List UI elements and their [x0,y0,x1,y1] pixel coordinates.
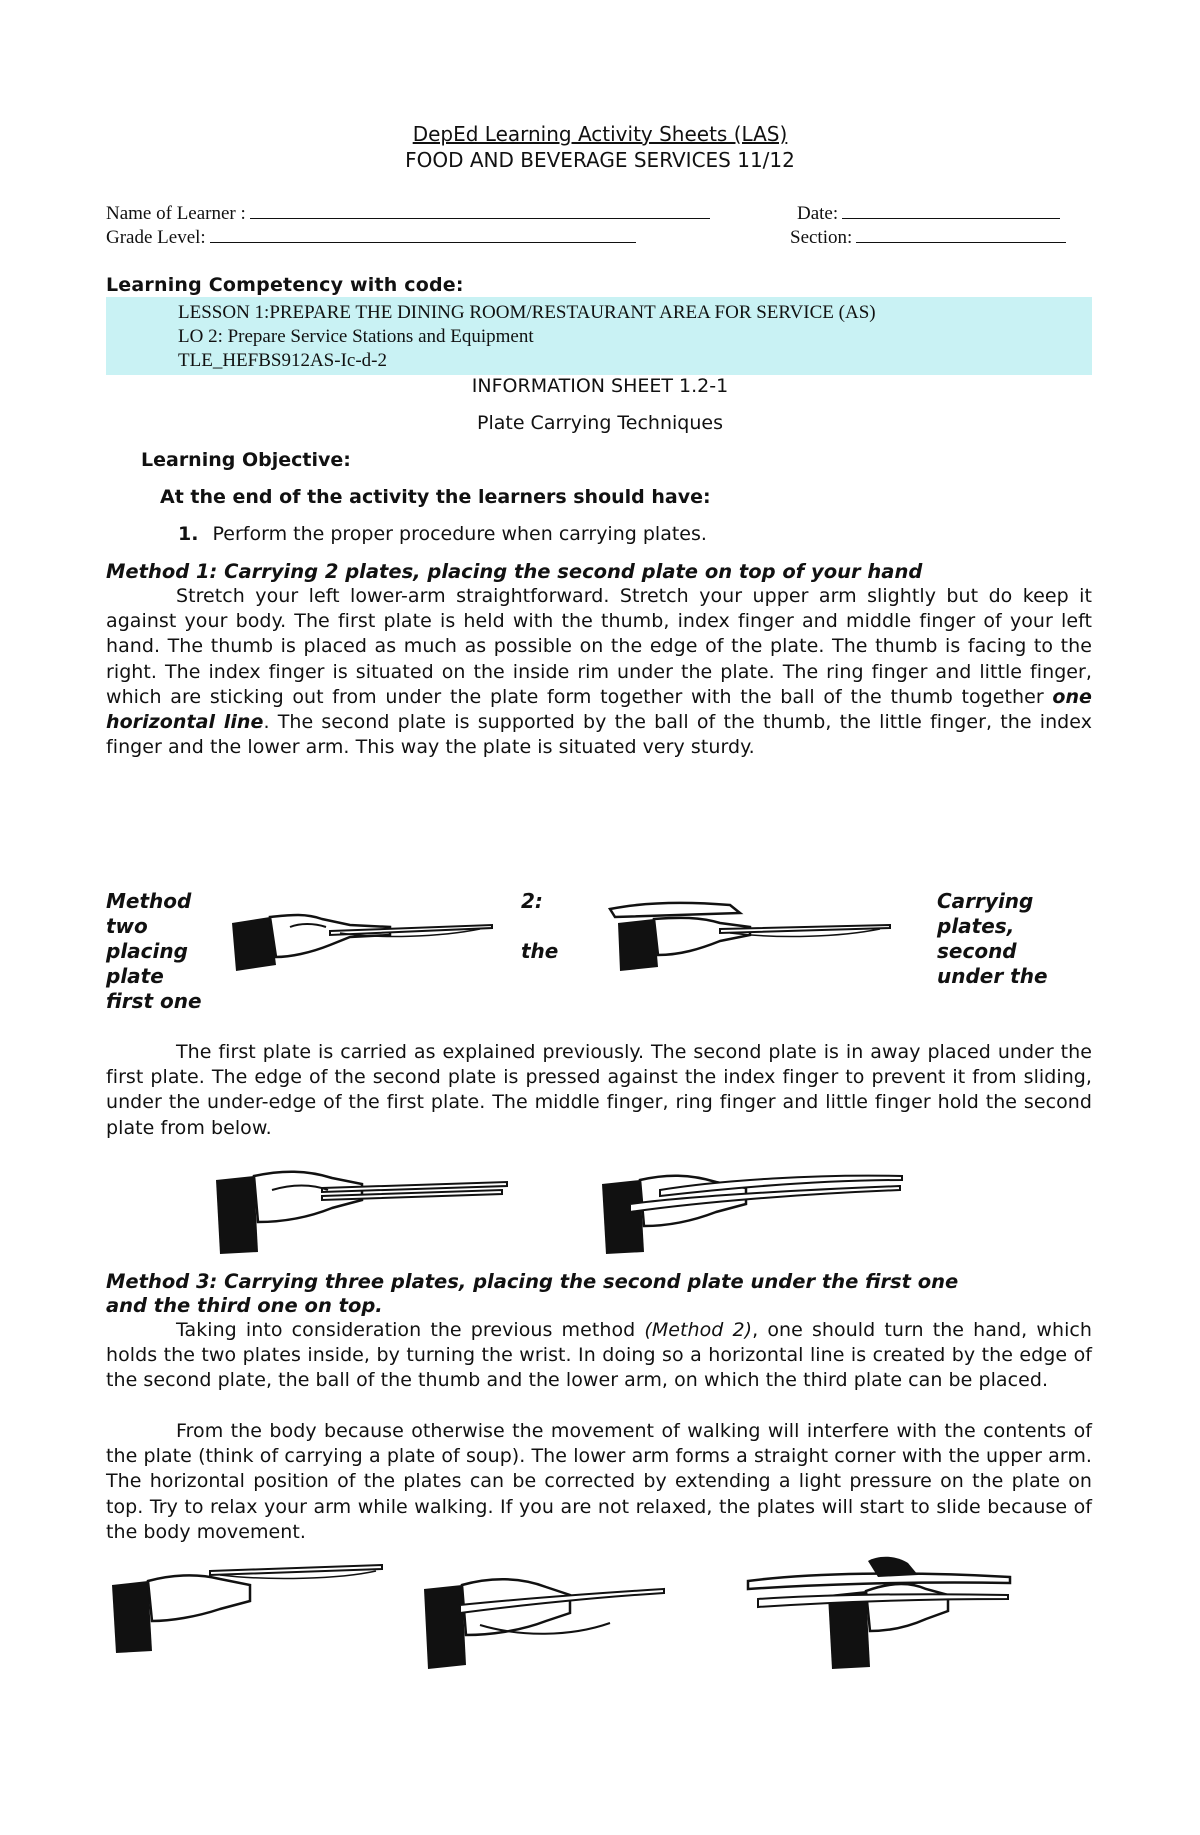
competency-lo: LO 2: Prepare Service Stations and Equipment [178,326,534,347]
method2-label-col1: Method two placing plate first one [106,889,202,1013]
learner-name-field [106,202,710,225]
method2-label-col3: Carrying plates, second under the [937,889,1048,988]
topic-title: Plate Carrying Techniques [477,412,723,434]
section-label: Section: [790,227,853,248]
hand-two-plates-under-illustration-b [600,1160,910,1256]
objective-item-number: 1. [178,523,199,545]
method2-label-col2: 2: the [521,889,559,963]
hand-three-plates-illustration [748,1555,1018,1675]
section-line[interactable] [856,226,1066,243]
method3-emphasis: (Method 2) [644,1319,753,1341]
method1-heading: Method 1: Carrying 2 plates, placing the second plate on top of your hand [106,560,923,583]
objective-item-text: Perform the proper procedure when carrying plates. [212,523,707,545]
learner-name-label: Name of Learner : [106,203,246,224]
information-sheet-title: INFORMATION SHEET 1.2-1 [471,375,729,397]
date-line[interactable] [842,202,1060,219]
document-title: DepEd Learning Activity Sheets (LAS) [412,122,788,146]
hand-turned-plates-illustration [420,1565,670,1675]
section-field [790,226,1066,249]
hand-one-plate-illustration [230,905,500,975]
method1-paragraph: Stretch your left lower-arm straightforward. Stretch your upper arm slightly but do keep it against your body. The first plate is held with the thumb, index finger and middle finger of your left hand. The thumb is placed as much as possible on the edge of the plate. The thumb is facing to the right. The index finger is situated on the inside rim under the plate. The ring finger and little finger, which are sticking out from under the plate form together with the ball of the thumb together one horizontal line. The second plate is supported by the ball of the thumb, the little finger, the index finger and the lower arm. This way the plate is situated very sturdy. [106,585,1092,759]
method3-paragraph-1: Taking into consideration the previous method (Method 2), one should turn the hand, which holds the two plates inside, by turning the wrist. In doing so a horizontal line is created by the edge of the second plate, the ball of the thumb and the lower arm, on which the third plate can be placed. [106,1319,1092,1392]
date-field [797,202,1060,225]
competency-lesson: LESSON 1:PREPARE THE DINING ROOM/RESTAURANT AREA FOR SERVICE (AS) [178,302,876,323]
objective-label: Learning Objective: [141,449,351,471]
method2-paragraph: The first plate is carried as explained previously. The second plate is in away placed under the first plate. The edge of the second plate is pressed against the index finger to prevent it from sliding, under the under-edge of the first plate. The middle finger, ring finger and little finger hold the second plate from below. [106,1041,1092,1139]
document-subtitle: FOOD AND BEVERAGE SERVICES 11/12 [405,148,795,172]
grade-level-label: Grade Level: [106,227,206,248]
hand-two-plates-top-illustration [610,895,900,977]
method1-emphasis: one horizontal line [106,685,1092,734]
hand-flat-plate-illustration [110,1555,390,1655]
method3-heading: Method 3: Carrying three plates, placing the second plate under the first one and the third one on top. [106,1270,959,1317]
objective-item [178,523,707,545]
objective-lead: At the end of the activity the learners should have: [160,486,711,508]
learner-name-line[interactable] [250,202,710,219]
grade-level-line[interactable] [210,226,636,243]
competency-code: TLE_HEFBS912AS-Ic-d-2 [178,350,387,371]
grade-level-field [106,226,636,249]
date-label: Date: [797,203,839,224]
competency-label: Learning Competency with code: [106,274,464,296]
method3-paragraph-2: From the body because otherwise the movement of walking will interfere with the contents of the plate (think of carrying a plate of soup). The lower arm forms a straight corner with the upper arm. The horizontal position of the plates can be corrected by extending a light pressure on the plate on top. Try to relax your arm while walking. If you are not relaxed, the plates will start to slide because of the body movement. [106,1420,1092,1543]
hand-two-plates-under-illustration-a [212,1160,512,1256]
